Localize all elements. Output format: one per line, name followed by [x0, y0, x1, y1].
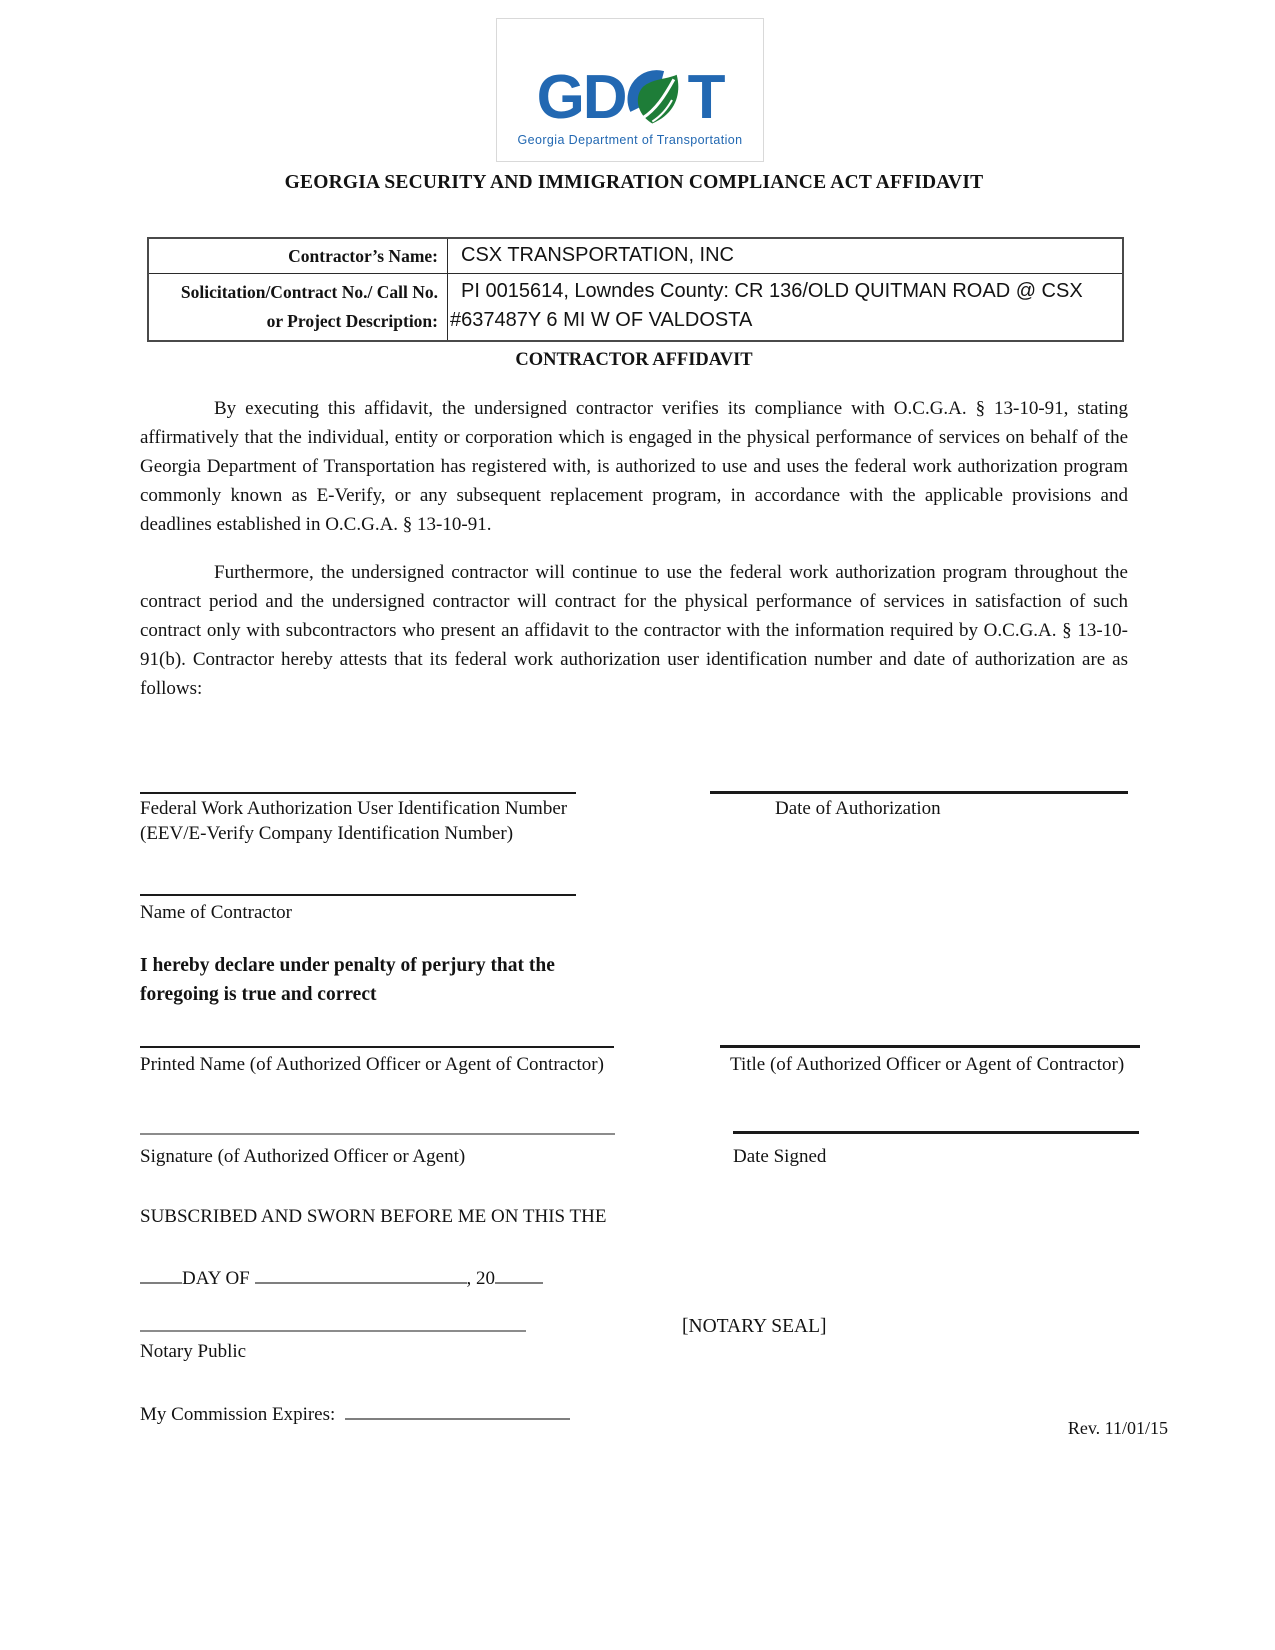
signature-label: Signature (of Authorized Officer or Agent) — [140, 1146, 466, 1167]
year-blank — [495, 1262, 543, 1284]
perjury-declaration: I hereby declare under penalty of perjury that the foregoing is true and correct — [140, 955, 555, 1005]
title-label: Title (of Authorized Officer or Agent of Contractor) — [730, 1054, 1125, 1075]
gdot-leaf-o-icon — [627, 70, 687, 130]
name-of-contractor-line — [140, 894, 576, 896]
affidavit-paragraph-1: By executing this affidavit, the undersigned contractor verifies its compliance with O.C.G.A. § 13-10-91, stating affirmatively that the individual, entity or corporation which is engaged in the physical performance of services on behalf of the Georgia Department of Transportation has registered with, is authorized to use and uses the federal work authorization program commonly known as E-Verify, or any subsequent replacement program, in accordance with the applicable provisions and deadlines established in O.C.G.A. § 13-10-91. — [140, 398, 1128, 535]
eev-number-line — [140, 792, 576, 794]
eev-number-sublabel: (EEV/E-Verify Company Identification Number) — [140, 823, 514, 844]
subscribed-sworn-text: SUBSCRIBED AND SWORN BEFORE ME ON THIS THE — [140, 1206, 607, 1227]
commission-date-blank — [345, 1398, 570, 1420]
notary-seal-text: [NOTARY SEAL] — [682, 1316, 827, 1337]
contract-info-table — [147, 237, 1124, 342]
day-of-row: DAY OF , 20 — [140, 1262, 543, 1290]
date-of-authorization-line — [710, 791, 1128, 794]
commission-expires-row: My Commission Expires: — [140, 1398, 570, 1426]
gdot-logo-mark — [536, 63, 724, 132]
gdot-logo — [496, 18, 764, 162]
notary-public-line — [140, 1330, 526, 1332]
date-signed-label: Date Signed — [733, 1146, 827, 1167]
contractor-affidavit-heading: CONTRACTOR AFFIDAVIT — [515, 350, 753, 370]
gdot-logo-tagline: Georgia Department of Transportation — [517, 133, 743, 147]
date-of-authorization-label: Date of Authorization — [775, 798, 941, 819]
day-blank — [140, 1262, 182, 1284]
printed-name-line — [140, 1046, 614, 1048]
signature-line — [140, 1133, 615, 1135]
printed-name-label: Printed Name (of Authorized Officer or Agent of Contractor) — [140, 1054, 604, 1075]
affidavit-paragraph-2: Furthermore, the undersigned contractor will continue to use the federal work authorization program throughout the contract period and the undersigned contractor will contract for the physical performance of services in satisfaction of such contract only with subcontractors who present an affidavit to the contractor with the information required by O.C.G.A. § 13-10-91(b). Contractor hereby attests that its federal work authorization user identification number and date of authorization are as follows: — [140, 562, 1128, 699]
contractor-name-label: Contractor’s Name: — [149, 239, 448, 273]
gdot-logo-text-t: T — [687, 63, 724, 132]
notary-public-label: Notary Public — [140, 1341, 247, 1362]
solicitation-label: Solicitation/Contract No./ Call No. or Project Description: — [149, 273, 448, 340]
contractor-name-value: CSX TRANSPORTATION, INC — [461, 244, 734, 266]
month-blank — [255, 1262, 467, 1284]
solicitation-value: PI 0015614, Lowndes County: CR 136/OLD QUITMAN ROAD @ CSX #637487Y 6 MI W OF VALDOSTA — [448, 273, 1122, 340]
date-signed-line — [733, 1131, 1139, 1134]
gdot-logo-text-gd: GD — [536, 63, 626, 132]
revision-date: Rev. 11/01/15 — [1067, 1418, 1168, 1438]
title-line — [720, 1045, 1140, 1048]
name-of-contractor-label: Name of Contractor — [140, 902, 292, 923]
eev-number-label: Federal Work Authorization User Identification Number — [140, 798, 568, 819]
document-title: GEORGIA SECURITY AND IMMIGRATION COMPLIANCE ACT AFFIDAVIT — [284, 172, 984, 193]
